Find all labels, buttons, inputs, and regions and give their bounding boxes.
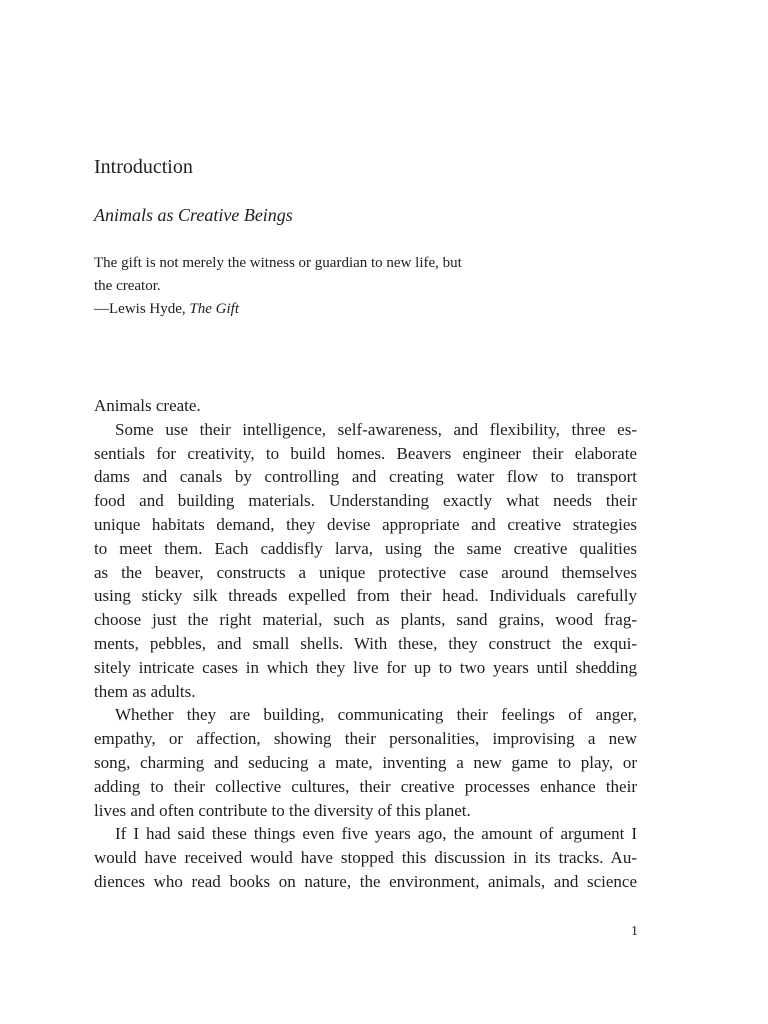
body-line: Whether they are building, communicating their feelings of anger, bbox=[115, 705, 637, 725]
body-line: them as adults. bbox=[94, 681, 196, 701]
epigraph-line: The gift is not merely the witness or guardian to new life, but bbox=[94, 255, 462, 271]
body-line: Animals create. bbox=[94, 396, 201, 415]
body-line: ments, pebbles, and small shells. With these, they construct the exqui- bbox=[94, 633, 637, 653]
epigraph-author: —Lewis Hyde, bbox=[94, 301, 190, 317]
body-line: choose just the right material, such as plants, sand grains, wood frag- bbox=[94, 610, 637, 630]
body-line: using sticky silk threads expelled from their head. Individuals carefully bbox=[94, 586, 637, 606]
body-line: food and building materials. Understanding exactly what needs their bbox=[94, 491, 637, 511]
body-line: unique habitats demand, they devise appropriate and creative strategies bbox=[94, 514, 637, 534]
body-text bbox=[94, 394, 637, 894]
body-line: song, charming and seducing a mate, inventing a new game to play, or bbox=[94, 752, 637, 772]
body-line: empathy, or affection, showing their personalities, improvising a new bbox=[94, 729, 637, 749]
body-line: diences who read books on nature, the environment, animals, and science bbox=[94, 871, 637, 891]
epigraph-work-title: The Gift bbox=[189, 301, 239, 317]
body-line: lives and often contribute to the diversity of this planet. bbox=[94, 800, 471, 820]
body-line: would have received would have stopped this discussion in its tracks. Au- bbox=[94, 848, 637, 868]
body-line: If I had said these things even five years ago, the amount of argument I bbox=[115, 824, 637, 844]
epigraph bbox=[94, 252, 534, 321]
body-line: to meet them. Each caddisfly larva, using the same creative qualities bbox=[94, 538, 637, 558]
epigraph-line: the creator. bbox=[94, 278, 161, 294]
body-line: sitely intricate cases in which they live for up to two years until shedding bbox=[94, 657, 637, 677]
chapter-subtitle: Animals as Creative Beings bbox=[94, 205, 293, 225]
epigraph-attribution bbox=[94, 298, 534, 321]
chapter-title: Introduction bbox=[94, 156, 193, 178]
body-line: as the beaver, constructs a unique protective case around themselves bbox=[94, 562, 637, 582]
body-line: sentials for creativity, to build homes. Beavers engineer their elaborate bbox=[94, 443, 637, 463]
body-line: dams and canals by controlling and creating water flow to transport bbox=[94, 467, 637, 487]
body-line: adding to their collective cultures, their creative processes enhance their bbox=[94, 776, 637, 796]
body-line: Some use their intelligence, self-awareness, and flexibility, three es- bbox=[115, 419, 637, 439]
page-number: 1 bbox=[631, 924, 638, 939]
